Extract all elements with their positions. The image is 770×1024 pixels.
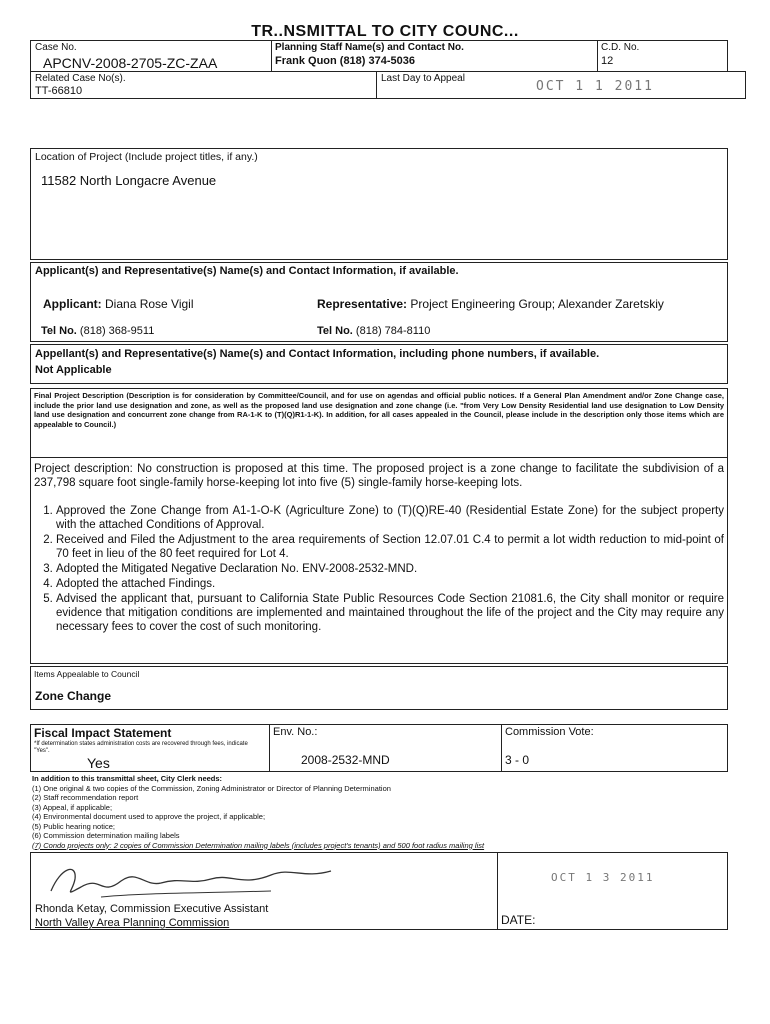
project-description: Project description: No construction is proposed at this time. The proposed project is a zone change to facilitate the subdivision of a 237,798 square foot single-family horse-keeping lot into five (5) single-family horse-keeping lots. (34, 463, 724, 489)
applicant-box (30, 262, 728, 342)
env-value: 2008-2532-MND (301, 753, 390, 767)
date-label: DATE: (501, 913, 536, 927)
signature-org: North Valley Area Planning Commission (35, 917, 230, 929)
fiscal-note: *If determination states administration costs are recovered through fees, indicate "Yes". (34, 741, 248, 754)
clerk-needs-item: In addition to this transmittal sheet, City Clerk needs: (32, 774, 223, 783)
last-day-stamp: OCT 1 1 2011 (536, 79, 654, 94)
clerk-needs-list (32, 774, 732, 850)
action-list (34, 504, 724, 634)
staff-label: Planning Staff Name(s) and Contact No. (275, 42, 464, 53)
signature-mark (41, 857, 371, 907)
applicant-value: Diana Rose Vigil (105, 297, 194, 311)
appealable-label: Items Appealable to Council (34, 669, 140, 679)
vote-value: 3 - 0 (505, 753, 530, 767)
date-stamp: OCT 1 3 2011 (551, 871, 655, 884)
appellant-value: Not Applicable (35, 364, 112, 376)
cd-value: 12 (601, 55, 614, 67)
location-value: 11582 North Longacre Avenue (41, 173, 217, 188)
appellant-header: Appellant(s) and Representative(s) Name(s) and Contact Information, including phone numbers, if available. (35, 348, 600, 360)
clerk-needs-item: (6) Commission determination mailing labels (32, 831, 180, 840)
action-item: 3. Adopted the Mitigated Negative Declaration No. ENV-2008-2532-MND. (56, 562, 724, 576)
vote-label: Commission Vote: (505, 726, 594, 738)
case-no-value: APCNV-2008-2705-ZC-ZAA (43, 55, 218, 71)
clerk-needs-item: (2) Staff recommendation report (32, 793, 139, 802)
related-row (30, 71, 746, 99)
tel1-value: (818) 368-9511 (79, 325, 155, 337)
tel2-label: Tel No. (317, 325, 353, 337)
applicant-header: Applicant(s) and Representative(s) Name(s) and Contact Information, if available. (35, 265, 459, 277)
action-item: 1. Approved the Zone Change from A1-1-O-K (Agriculture Zone) to (T)(Q)RE-40 (Residential Estate Zone) for the subject property with the attached Conditions of Approval. (56, 504, 724, 532)
env-label: Env. No.: (273, 726, 318, 738)
tel2-value: (818) 784-8110 (355, 325, 431, 337)
signature-name: Rhonda Ketay, Commission Executive Assistant (35, 903, 269, 915)
clerk-needs-item: (7) Condo projects only: 2 copies of Commission Determination mailing labels (includes project's tenants) and 500 foot radius mailing list (32, 840, 485, 850)
last-day-label: Last Day to Appeal (381, 73, 465, 84)
location-box (30, 148, 728, 260)
location-label: Location of Project (Include project titles, if any.) (35, 151, 258, 163)
appealable-value: Zone Change (35, 689, 112, 703)
final-description-label: Final Project Description (Description is for consideration by Committee/Council, and for use on agendas and official public notices. If a General Plan Amendment and/or Zone Change case, include the prior land use designation and zone, as well as the proposed land use designation and zone change (i.e. "from Very Low Density Residential land use designation to Low Density land use designation and concurrent zone change from RA-1-K to (T)(Q)R1-1-K). In addition, for all cases appealed in the Council, please include in the description only those items which are appealable to Council.) (34, 391, 724, 429)
description-box (30, 388, 728, 664)
related-label: Related Case No(s). (35, 73, 126, 84)
fiscal-label: Fiscal Impact Statement (34, 726, 172, 740)
tel1-label: Tel No. (41, 325, 77, 337)
representative-label: Representative: (317, 297, 408, 311)
action-item: 4. Adopted the attached Findings. (56, 577, 724, 591)
action-item: 2. Received and Filed the Adjustment to the area requirements of Section 12.07.01 C.4 to permit a lot width reduction to mid-point of 70 feet in lieu of the 80 feet required for Lot 4. (56, 533, 724, 561)
applicant-label: Applicant: (43, 297, 102, 311)
fiscal-row (30, 724, 728, 772)
representative-value: Project Engineering Group; Alexander Zaretskiy (410, 297, 664, 311)
clerk-needs-item: (4) Environmental document used to approve the project, if applicable; (32, 812, 266, 821)
appellant-box (30, 344, 728, 384)
action-item: 5. Advised the applicant that, pursuant to California State Public Resources Code Section 21081.6, the City shall monitor or require evidence that mitigation conditions are implemented and maintained throughout the life of the project and the City may require any necessary fees to cover the cost of such monitoring. (56, 592, 724, 634)
related-value: TT-66810 (35, 85, 83, 97)
signature-box (30, 852, 728, 930)
appealable-box (30, 666, 728, 710)
page-title: TR..NSMITTAL TO CITY COUNC... (251, 23, 519, 40)
clerk-needs-item: (5) Public hearing notice; (32, 821, 115, 831)
fiscal-value: Yes (87, 755, 110, 771)
staff-value: Frank Quon (818) 374-5036 (275, 55, 416, 67)
clerk-needs-item: (3) Appeal, if applicable; (32, 802, 113, 812)
case-no-label: Case No. (35, 42, 77, 53)
clerk-needs-item: (1) One original & two copies of the Commission, Zoning Administrator or Director of Planning Determination (32, 783, 391, 793)
case-row (30, 40, 728, 72)
cd-label: C.D. No. (601, 42, 640, 53)
